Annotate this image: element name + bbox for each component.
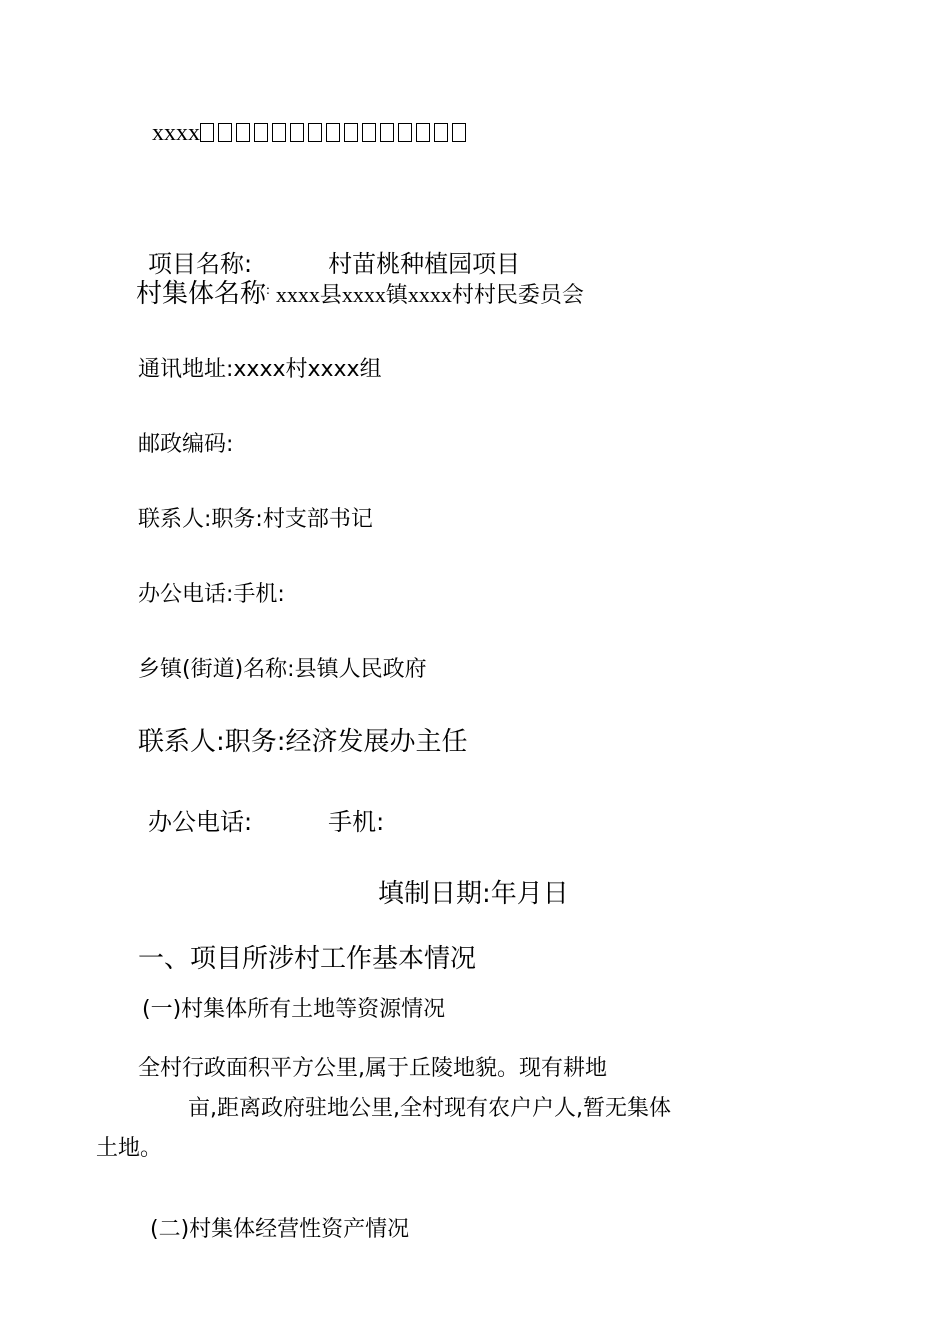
village-contact-row: 联系人:职务:村支部书记 — [138, 507, 373, 532]
township-phone-row — [148, 810, 384, 834]
township-phone-label: 办公电话: — [148, 808, 253, 836]
placeholder-glyph-box — [344, 123, 358, 142]
placeholder-glyph-box — [416, 123, 430, 142]
placeholder-glyph-box — [452, 123, 466, 142]
placeholder-glyph-box — [218, 123, 232, 142]
township-contact-row: 联系人:职务:经济发展办主任 — [138, 727, 468, 757]
placeholder-glyph-box — [290, 123, 304, 142]
document-title — [152, 120, 470, 145]
section-1-heading: 一、项目所涉村工作基本情况 — [138, 944, 477, 974]
placeholder-glyph-box — [272, 123, 286, 142]
placeholder-glyph-box — [362, 123, 376, 142]
collective-name-label: 村集体名称 — [136, 279, 267, 309]
project-name-row — [148, 252, 520, 276]
title-placeholder-boxes — [200, 120, 470, 144]
placeholder-glyph-box — [236, 123, 250, 142]
placeholder-glyph-box — [254, 123, 268, 142]
village-phone-row: 办公电话:手机: — [138, 582, 285, 607]
collective-name-row — [136, 281, 584, 307]
collective-name-value: xxxx县xxxx镇xxxx村村民委员会 — [275, 282, 584, 307]
placeholder-glyph-box — [326, 123, 340, 142]
placeholder-glyph-box — [380, 123, 394, 142]
title-prefix: xxxx — [152, 120, 200, 146]
placeholder-glyph-box — [398, 123, 412, 142]
project-name-label: 项目名称: — [148, 250, 253, 278]
collective-name-colon: : — [266, 283, 270, 298]
township-name-row: 乡镇(街道)名称:县镇人民政府 — [138, 657, 427, 682]
subsection-1-heading: (一)村集体所有土地等资源情况 — [142, 997, 446, 1022]
township-mobile-label: 手机: — [328, 808, 385, 836]
paragraph-line-2: 亩,距离政府驻地公里,全村现有农户户人,暂无集体 — [188, 1096, 671, 1121]
subsection-2-heading: (二)村集体经营性资产情况 — [150, 1217, 410, 1242]
paragraph-line-1: 全村行政面积平方公里,属于丘陵地貌。现有耕地 — [138, 1056, 607, 1081]
placeholder-glyph-box — [308, 123, 322, 142]
fill-date: 填制日期:年月日 — [378, 879, 569, 909]
placeholder-glyph-box — [200, 123, 214, 142]
postal-code-row: 邮政编码: — [138, 432, 234, 457]
address-row: 通讯地址:xxxx村xxxx组 — [138, 357, 382, 382]
project-name-value: 村苗桃种植园项目 — [328, 250, 521, 278]
paragraph-line-3: 土地。 — [96, 1136, 163, 1161]
placeholder-glyph-box — [434, 123, 448, 142]
